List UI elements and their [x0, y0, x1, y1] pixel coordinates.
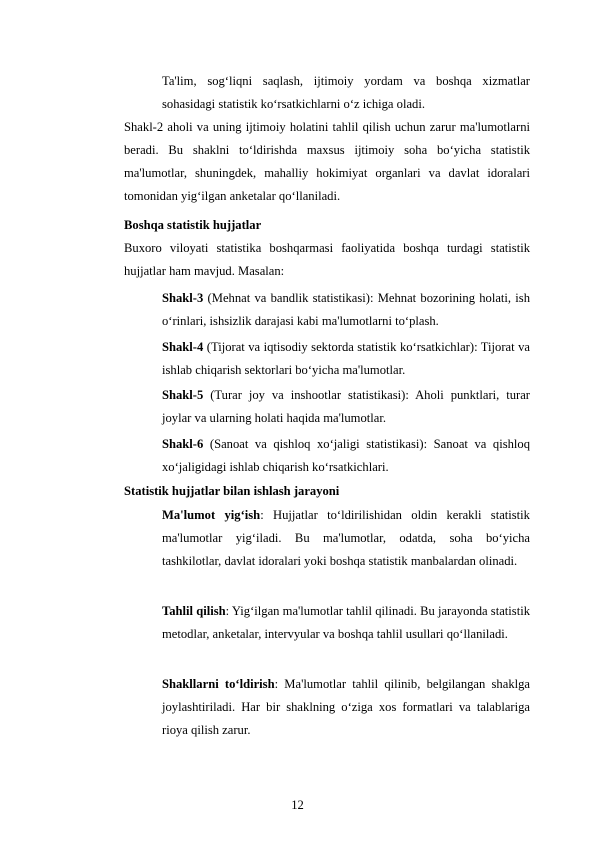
form-description: (Turar joy va inshootlar statistikasi): Aholi punktlari, turar joylar va ularning holati haqida ma'lumotlar. [162, 388, 530, 425]
list-item-shakl-4 [162, 336, 530, 382]
list-item-shakl-5 [162, 384, 530, 430]
list-item-shakl-6 [162, 433, 530, 479]
form-label: Shakl-3 [162, 291, 204, 305]
process-label: Tahlil qilish [162, 604, 226, 618]
list-item-shakl-3 [162, 287, 530, 333]
heading-other-documents: Boshqa statistik hujjatlar [124, 218, 262, 232]
paragraph-other-documents-intro: Buxoro viloyati statistika boshqarmasi faoliyatida boshqa turdagi statistik hujjatlar ham mavjud. Masalan: [124, 241, 530, 278]
form-label: Shakl-4 [162, 340, 204, 354]
form-description: (Mehnat va bandlik statistikasi): Mehnat bozorining holati, ish o‘rinlari, ishsizlik darajasi kabi ma'lumotlarni to‘plash. [162, 291, 530, 328]
process-description: : Ma'lumotlar tahlil qilinib, belgilangan shaklga joylashtiriladi. Har bir shaklning o‘ziga xos formatlari va talablariga rioya qilish zarur. [162, 677, 530, 737]
form-description: (Sanoat va qishloq xo‘jaligi statistikasi): Sanoat va qishloq xo‘jaligidagi ishlab chiqarish ko‘rsatkichlari. [162, 437, 530, 474]
process-label: Shakllarni to‘ldirish [162, 677, 275, 691]
form-label: Shakl-5 [162, 388, 204, 402]
page-number: 12 [291, 798, 304, 812]
process-description: : Hujjatlar to‘ldirilishidan oldin kerakli statistik ma'lumotlar yig‘iladi. Bu ma'lumotlar, odatda, soha bo‘yicha tashkilotlar, davlat idoralari yoki boshqa statistik manbalardan olinadi. [162, 508, 530, 568]
heading-work-process: Statistik hujjatlar bilan ishlash jarayoni [124, 484, 340, 498]
form-description: (Tijorat va iqtisodiy sektorda statistik ko‘rsatkichlar): Tijorat va ishlab chiqarish sektorlari bo‘yicha ma'lumotlar. [162, 340, 530, 377]
list-item-form-filling [162, 673, 530, 742]
form-label: Shakl-6 [162, 437, 204, 451]
list-item-analysis [162, 600, 530, 646]
process-label: Ma'lumot yig‘ish [162, 508, 261, 522]
list-item-data-collection [162, 504, 530, 573]
process-description: : Yig‘ilgan ma'lumotlar tahlil qilinadi. Bu jarayonda statistik metodlar, anketalar, intervyular va boshqa tahlil usullari qo‘llaniladi. [162, 604, 530, 641]
paragraph-social-indicators: Ta'lim, sog‘liqni saqlash, ijtimoiy yordam va boshqa xizmatlar sohasidagi statistik ko‘rsatkichlarni o‘z ichiga oladi. [162, 74, 530, 111]
paragraph-shakl-2: Shakl-2 aholi va uning ijtimoiy holatini tahlil qilish uchun zarur ma'lumotlarni beradi. Bu shaklni to‘ldirishda maxsus ijtimoiy soha bo‘yicha statistik ma'lumotlar, shuningdek, mahalliy hokimiyat organlari va davlat idoralari tomonidan yig‘ilgan anketalar qo‘llaniladi. [124, 120, 530, 203]
